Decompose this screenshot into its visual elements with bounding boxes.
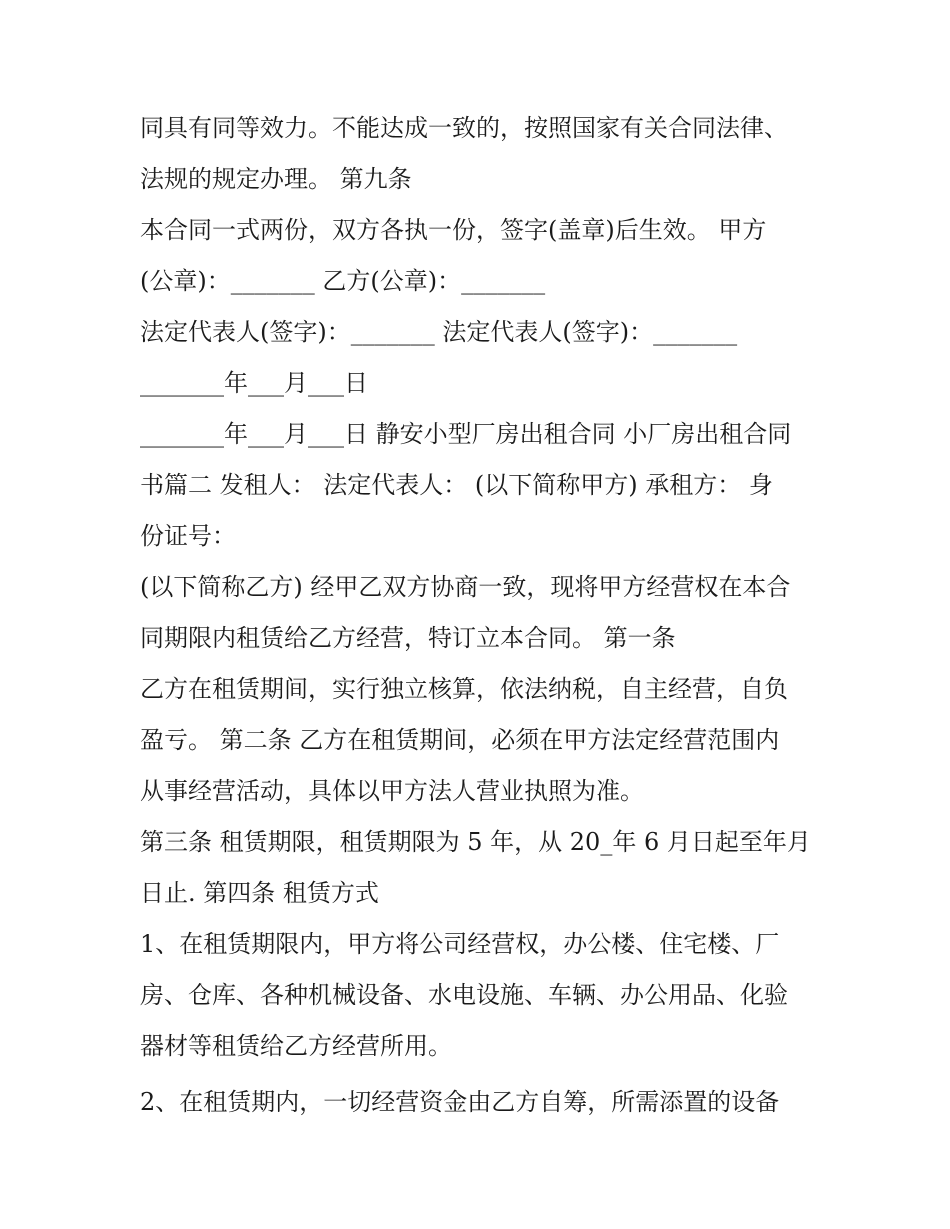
text-line: (公章)：_______ 乙方(公章)：_______ bbox=[140, 267, 546, 295]
text-line: 第三条 租赁期限，租赁期限为 5 年，从 20_年 6 月日起至年月 bbox=[140, 828, 811, 856]
text-line: 从事经营活动，具体以甲方法人营业执照为准。 bbox=[140, 777, 644, 805]
text-line: 2、在租赁期内，一切经营资金由乙方自筹，所需添置的设备 bbox=[140, 1088, 780, 1116]
text-line: 1、在租赁期限内，甲方将公司经营权，办公楼、住宅楼、厂 bbox=[140, 930, 780, 958]
text-line: 本合同一式两份，双方各执一份，签字(盖章)后生效。 甲方 bbox=[140, 216, 767, 244]
text-line: 器材等租赁给乙方经营所用。 bbox=[140, 1032, 452, 1060]
text-line: 乙方在租赁期间，实行独立核算，依法纳税，自主经营，自负 bbox=[140, 675, 788, 703]
text-line: 同具有同等效力。不能达成一致的，按照国家有关合同法律、 bbox=[140, 114, 788, 142]
text-line: 同期限内租赁给乙方经营，特订立本合同。 第一条 bbox=[140, 624, 676, 652]
text-line: 日止. 第四条 租赁方式 bbox=[140, 879, 379, 907]
text-line: _______年___月___日 静安小型厂房出租合同 小厂房出租合同 bbox=[140, 420, 792, 448]
text-line: 法定代表人(签字)：_______ 法定代表人(签字)：_______ bbox=[140, 318, 738, 346]
text-line: _______年___月___日 bbox=[140, 369, 368, 397]
text-line: 法规的规定办理。 第九条 bbox=[140, 165, 412, 193]
text-line: 份证号： bbox=[140, 522, 236, 550]
text-line: 房、仓库、各种机械设备、水电设施、车辆、办公用品、化验 bbox=[140, 981, 788, 1009]
contract-text bbox=[140, 103, 820, 1128]
text-line: 书篇二 发租人： 法定代表人： (以下简称甲方) 承租方： 身 bbox=[140, 471, 773, 499]
text-line: 盈亏。 第二条 乙方在租赁期间，必须在甲方法定经营范围内 bbox=[140, 726, 780, 754]
text-line: (以下简称乙方) 经甲乙双方协商一致，现将甲方经营权在本合 bbox=[140, 573, 791, 601]
